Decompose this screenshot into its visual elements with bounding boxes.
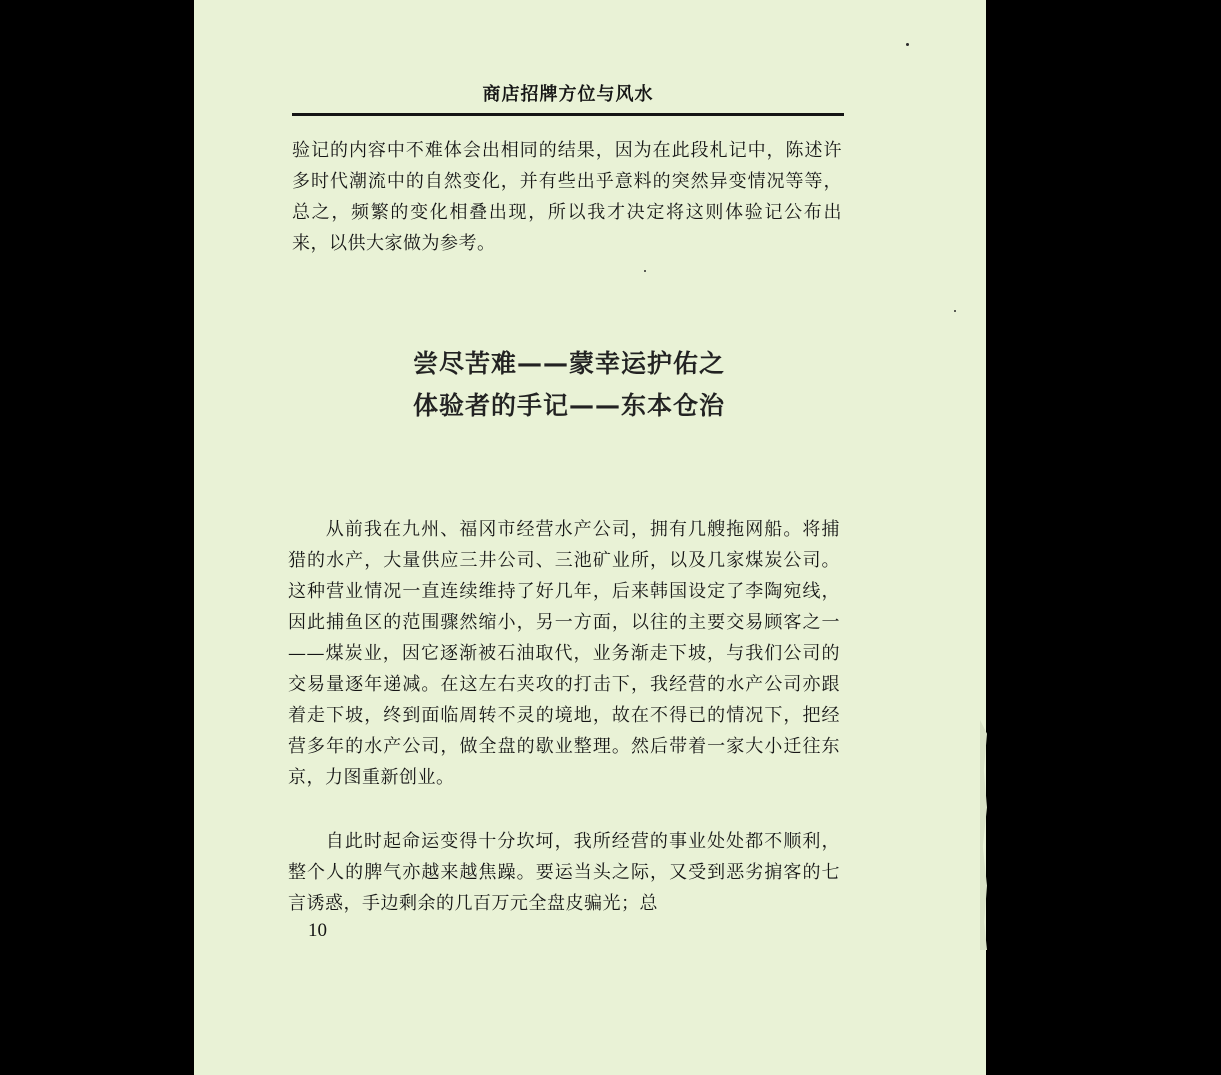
- body-paragraph-2: 自此时起命运变得十分坎坷，我所经营的事业处处都不顺利，整个人的脾气亦越来越焦躁。要运当头之际，又受到恶劣掮客的七言诱惑，手边剩余的几百万元全盘皮骗光；总: [288, 831, 840, 914]
- running-header: 商店招牌方位与风水: [482, 84, 654, 105]
- book-page: [194, 0, 986, 1075]
- intro-paragraph: 验记的内容中不难体会出相同的结果，因为在此段札记中，陈述许多时代潮流中的自然变化，并有些出乎意料的突然异变情况等等，总之，频繁的变化相叠出现，所以我才决定将这则体验记公布出来，以供大家做为参考。: [292, 140, 842, 254]
- header-rule: [292, 113, 844, 116]
- paper-speck: [906, 43, 909, 46]
- page-number: 10: [308, 920, 327, 941]
- paper-speck: [954, 310, 956, 312]
- section-title-line-2: 体验者的手记——东本仓治: [412, 391, 725, 420]
- body-paragraph-1: 从前我在九州、福冈市经营水产公司，拥有几艘拖网船。将捕猎的水产，大量供应三井公司、三池矿业所，以及几家煤炭公司。这种营业情况一直连续维持了好几年，后来韩国设定了李陶宛线，因此捕鱼区的范围骤然缩小，另一方面，以往的主要交易顾客之一——煤炭业，因它逐渐被石油取代，业务渐走下坡，与我们公司的交易量逐年递减。在这左右夹攻的打击下，我经营的水产公司亦跟着走下坡，终到面临周转不灵的境地，故在不得已的情况下，把经营多年的水产公司，做全盘的歇业整理。然后带着一家大小迁往东京，力图重新创业。: [288, 519, 840, 788]
- paper-speck: [644, 270, 646, 272]
- section-title-line-1: 尝尽苦难——蒙幸运护佑之: [412, 349, 725, 378]
- section-title: [334, 343, 804, 427]
